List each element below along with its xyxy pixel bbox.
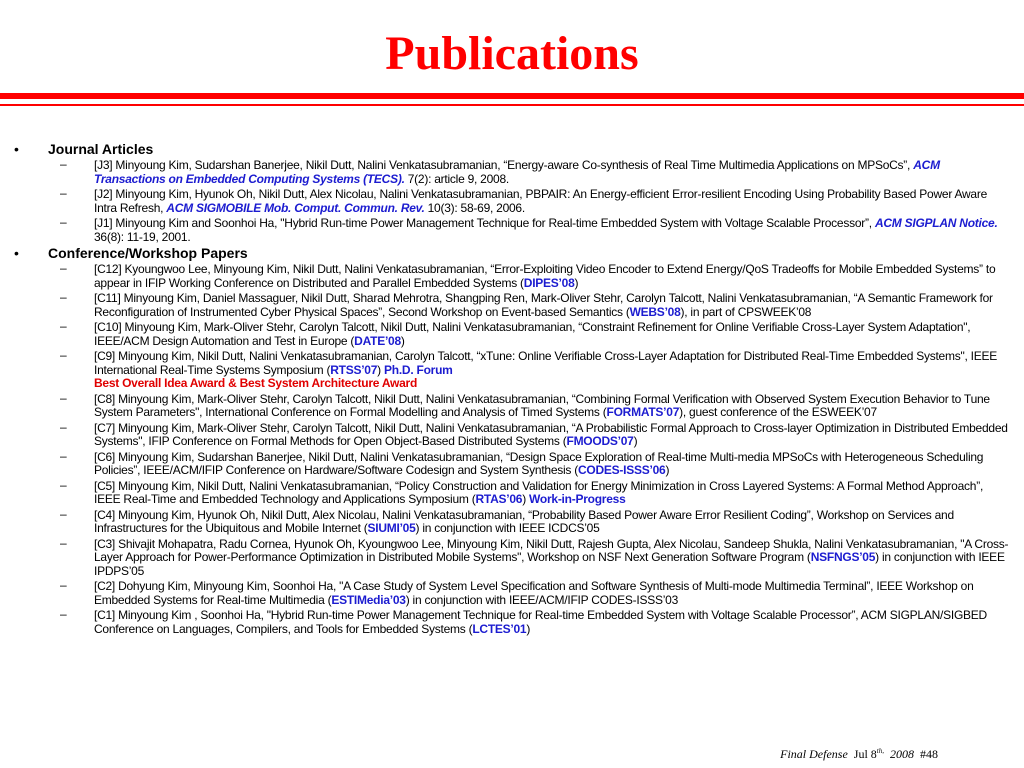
entry-text: [C12] Kyoungwoo Lee, Minyoung Kim, Nikil Dutt, Nalini Venkatasubramanian, “Error-Exploiting Video Encoder to Extend Energy/QoS Tradeoffs for Mobile Embedded Systems” to appear in IFIP Working Conference on Distributed and Parallel Embedded Systems ( bbox=[94, 262, 996, 290]
footer-page: #48 bbox=[920, 747, 938, 761]
entry-tail: 7(2): article 9, 2008. bbox=[404, 171, 509, 186]
entry-award: Best Overall Idea Award & Best System Architecture Award bbox=[94, 376, 418, 390]
page-title: Publications bbox=[385, 27, 639, 80]
entry-tail: ) bbox=[522, 492, 530, 506]
entry-venue: RTSS’07 bbox=[330, 362, 378, 377]
entry-tail: ) bbox=[377, 362, 384, 377]
entry-tail: ) bbox=[574, 275, 579, 290]
dash-bullet: – bbox=[60, 157, 67, 171]
entry-text: [J3] Minyoung Kim, Sudarshan Banerjee, Nikil Dutt, Nalini Venkatasubramanian, “Energy-aware Co-synthesis of Real Time Multimedia Applications on MPSoCs”, bbox=[94, 158, 914, 172]
footer-year: 2008 bbox=[890, 747, 914, 761]
publication-entry bbox=[0, 580, 1024, 607]
entry-text: [C3] Shivajit Mohapatra, Radu Cornea, Hyunok Oh, Kyoungwoo Lee, Minyoung Kim, Nikil Dutt, Rajesh Gupta, Alex Nicolau, Sandeep Shukla, Nalini Venkatasubramanian, "A Cross-Layer Approach for Power-Performance Optimization in Distributed Mobile Systems", Workshop on NSF Next Generation Software Program ( bbox=[94, 536, 1009, 564]
entry-text: [C7] Minyoung Kim, Mark-Oliver Stehr, Carolyn Talcott, Nikil Dutt, Nalini Venkatasubramanian, “A Probabilistic Formal Approach to Cross-layer Optimization in Distributed Embedded Systems", IFIP Conference on Formal Methods for Open Object-Based Distributed Systems ( bbox=[94, 420, 1008, 448]
journal-heading: Journal Articles bbox=[48, 141, 154, 157]
publication-entry bbox=[0, 292, 1024, 319]
entry-venue: NSFNGS’05 bbox=[810, 550, 876, 564]
dash-bullet: – bbox=[60, 215, 67, 229]
publication-entry bbox=[0, 477, 1024, 507]
entry-text: [C4] Minyoung Kim, Hyunok Oh, Nikil Dutt, Alex Nicolau, Nalini Venkatasubramanian, “Probability Based Power Aware Error Resilient Coding”, Workshop on Services and Infrastructures for the Ubiquitous and Mobile Internet ( bbox=[94, 507, 954, 535]
dash-bullet: – bbox=[60, 506, 67, 521]
entry-tail: ) bbox=[526, 621, 531, 636]
entry-text: [C6] Minyoung Kim, Sudarshan Banerjee, Nikil Dutt, Nalini Venkatasubramanian, “Design Space Exploration of Real-time Multi-media MPSoCs with Heterogeneous Scheduling Policies”, IEEE/ACM/IFIP Conference on Hardware/Software Codesign and System Synthesis ( bbox=[94, 449, 984, 477]
entry-venue: FORMATS’07 bbox=[606, 405, 680, 419]
publication-entry bbox=[0, 217, 1024, 244]
entry-tail: ) in conjunction with IEEE IPDPS’05 bbox=[94, 550, 1005, 578]
entry-venue: CODES-ISSS’06 bbox=[578, 463, 666, 477]
journal-section bbox=[0, 142, 1024, 244]
entry-tail: 10(3): 58-69, 2006. bbox=[424, 200, 525, 215]
entry-tail: ), guest conference of the ESWEEK’07 bbox=[679, 405, 877, 419]
entry-tail: ) in conjunction with IEEE/ACM/IFIP CODES-ISSS’03 bbox=[405, 592, 679, 607]
entry-text: [C5] Minyoung Kim, Nikil Dutt, Nalini Venkatasubramanian, “Policy Construction and Validation for Energy Minimization in Cross Layered Systems: A Formal Method Approach”, IEEE Real-Time and Embedded Technology and Applications Symposium ( bbox=[94, 478, 984, 506]
entry-venue: ACM SIGMOBILE Mob. Comput. Commun. Rev. bbox=[166, 200, 425, 215]
entry-venue: ESTIMedia’03 bbox=[331, 592, 406, 607]
entry-venue: LCTES’01 bbox=[472, 621, 527, 636]
publication-entry bbox=[0, 159, 1024, 186]
footer-label: Final Defense bbox=[780, 747, 848, 761]
entry-venue-note: Ph.D. Forum bbox=[384, 362, 453, 377]
entry-text: [C9] Minyoung Kim, Nikil Dutt, Nalini Venkatasubramanian, Carolyn Talcott, “xTune: Online Verifiable Cross-Layer Adaptation for Distributed Real-Time Embedded Systems", IEEE International Real-Time Systems Symposium ( bbox=[94, 349, 997, 377]
entry-text: [C1] Minyoung Kim , Soonhoi Ha, "Hybrid Run-time Power Management Technique for Real-time Embedded System with Voltage Scalable Processor”, ACM SIGPLAN/SIGBED Conference on Languages, Compilers, and Tools for Embedded Systems ( bbox=[94, 608, 987, 636]
bullet-icon: • bbox=[14, 245, 19, 261]
publication-entry bbox=[0, 419, 1024, 449]
publication-entry bbox=[0, 263, 1024, 290]
conference-heading: Conference/Workshop Papers bbox=[48, 245, 248, 261]
entry-venue: DIPES’08 bbox=[523, 275, 575, 290]
dash-bullet: – bbox=[60, 535, 67, 550]
conference-section bbox=[0, 246, 1024, 636]
publication-entry bbox=[0, 448, 1024, 478]
footer-month: Jul 8 bbox=[853, 747, 877, 761]
entry-tail: ) bbox=[633, 434, 638, 448]
publication-entry bbox=[0, 350, 1024, 391]
entry-venue: DATE’08 bbox=[354, 333, 401, 348]
entry-text: [C2] Dohyung Kim, Minyoung Kim, Soonhoi Ha, "A Case Study of System Level Specification and Software Synthesis of Multi-mode Multimedia Terminal”, IEEE Workshop on Embedded Systems for Real-time Multimedia ( bbox=[94, 579, 974, 607]
dash-bullet: – bbox=[60, 448, 67, 463]
dash-bullet: – bbox=[60, 186, 67, 200]
publication-entry bbox=[0, 188, 1024, 215]
entry-venue: SIUMI’05 bbox=[367, 521, 416, 535]
journal-entries bbox=[48, 159, 1024, 244]
entry-tail: ), in part of CPSWEEK’08 bbox=[680, 304, 812, 319]
footer-suffix: th, bbox=[876, 747, 884, 755]
dash-bullet: – bbox=[60, 578, 67, 592]
dash-bullet: – bbox=[60, 319, 67, 333]
publication-entry bbox=[0, 506, 1024, 536]
entry-venue: RTAS’06 bbox=[475, 492, 523, 506]
entry-tail: ) bbox=[665, 463, 670, 477]
entry-text: [C10] Minyoung Kim, Mark-Oliver Stehr, Carolyn Talcott, Nikil Dutt, Nalini Venkatasubramanian, “Constraint Refinement for Online Verifiable Cross-Layer System Adaptation", IEEE/ACM Design Automation and Test in Europe ( bbox=[94, 320, 971, 348]
dash-bullet: – bbox=[60, 261, 67, 275]
entry-text: [J2] Minyoung Kim, Hyunok Oh, Nikil Dutt, Alex Nicolau, Nalini Venkatasubramanian, PBPAIR: An Energy-efficient Error-resilient Encoding Using Probability Based Power Aware Intra Refresh, bbox=[94, 187, 988, 215]
publication-entry bbox=[0, 535, 1024, 579]
dash-bullet: – bbox=[60, 419, 67, 434]
dash-bullet: – bbox=[60, 390, 67, 405]
entry-venue: ACM Transactions on Embedded Computing Systems (TECS). bbox=[94, 158, 940, 186]
conference-entries bbox=[48, 263, 1024, 636]
publication-entry bbox=[0, 390, 1024, 420]
dash-bullet: – bbox=[60, 477, 67, 492]
publication-entry bbox=[0, 321, 1024, 348]
title-divider-thick bbox=[0, 93, 1024, 99]
dash-bullet: – bbox=[60, 290, 67, 304]
publication-list bbox=[0, 140, 1024, 638]
publication-entry bbox=[0, 609, 1024, 636]
dash-bullet: – bbox=[60, 607, 67, 621]
title-divider-thin bbox=[0, 104, 1024, 106]
entry-tail: 36(8): 11-19, 2001. bbox=[94, 229, 191, 244]
entry-text: [J1] Minyoung Kim and Soonhoi Ha, "Hybrid Run-time Power Management Technique for Real-time Embedded System with Voltage Scalable Processor”, bbox=[94, 216, 875, 230]
entry-venue: FMOODS’07 bbox=[566, 434, 634, 448]
entry-venue: WEBS’08 bbox=[629, 304, 681, 319]
entry-venue-note: Work-in-Progress bbox=[529, 492, 626, 506]
entry-text: [C8] Minyoung Kim, Mark-Oliver Stehr, Carolyn Talcott, Nikil Dutt, Nalini Venkatasubramanian, “Combining Formal Verification with Observed System Execution Behavior to Tune System Parameters", International Conference on Formal Modelling and Analysis of Timed Systems ( bbox=[94, 391, 990, 419]
entry-tail: ) in conjunction with IEEE ICDCS’05 bbox=[415, 521, 600, 535]
entry-tail: ) bbox=[400, 333, 405, 348]
slide-footer bbox=[780, 747, 938, 762]
dash-bullet: – bbox=[60, 348, 67, 362]
entry-text: [C11] Minyoung Kim, Daniel Massaguer, Nikil Dutt, Sharad Mehrotra, Shangping Ren, Mark-Oliver Stehr, Carolyn Talcott, Nalini Venkatasubramanian, “A Semantic Framework for Reconfiguration of Instrumented Cyber Physical Spaces”, Second Workshop on Event-based Semantics ( bbox=[94, 291, 993, 319]
entry-venue: ACM SIGPLAN Notice. bbox=[874, 216, 998, 230]
bullet-icon: • bbox=[14, 141, 19, 157]
